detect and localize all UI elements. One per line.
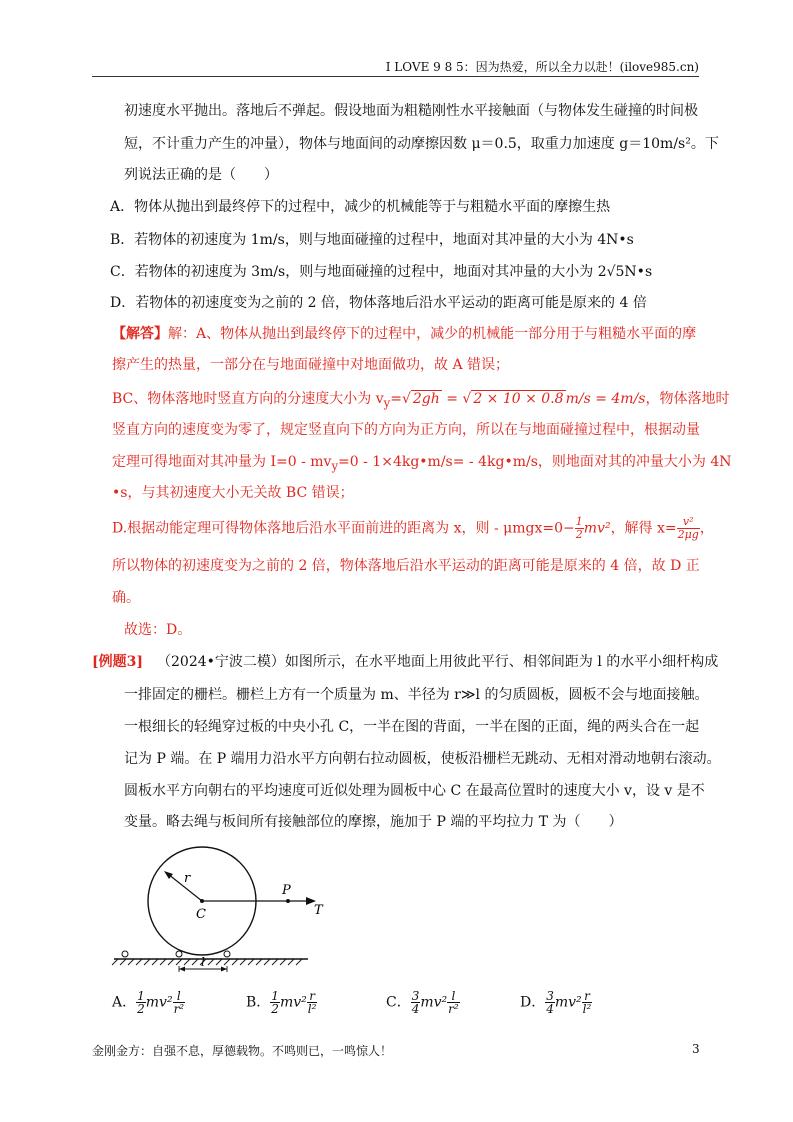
fraction-half: $\frac{1}{2}$ bbox=[575, 515, 583, 541]
option-a: A．物体从抛出到最终停下的过程中，减少的机械能等于与粗糙水平面的摩擦生热 bbox=[110, 199, 611, 215]
label-l: l bbox=[201, 955, 205, 969]
example-line-6: 变量。略去绳与板间所有接触部位的摩擦，施加于 P 端的平均拉力 T 为（ ） bbox=[124, 814, 623, 830]
option-d: D．若物体的初速度变为之前的 2 倍，物体落地后沿水平运动的距离可能是原来的 4 倍 bbox=[110, 295, 647, 311]
question-stem-line-2: 短，不计重力产生的冲量），物体与地面间的动摩擦因数 μ＝0.5，取重力加速度 g＝10m/s²。下 bbox=[124, 136, 719, 152]
question-stem-line-3: 列说法正确的是（ ） bbox=[124, 167, 278, 183]
rod-1 bbox=[122, 951, 128, 957]
ground-hatching bbox=[112, 959, 302, 965]
answer-text-3e: ，物体落地时 bbox=[645, 391, 730, 407]
answer-label: 【解答】 bbox=[112, 326, 168, 342]
point-P bbox=[286, 899, 290, 903]
l-arrow-right bbox=[221, 967, 227, 972]
example-option-a: A． $\frac{1}{2}$ mv² $\frac{l}{\text{r²}}$ bbox=[112, 989, 185, 1016]
option-c: C．若物体的初速度为 3m/s，则与地面碰撞的过程中，地面对其冲量的大小为 2√5N•s bbox=[110, 264, 653, 280]
example-line-5: 圆板水平方向朝右的平均速度可近似处理为圆板中心 C 在最高位置时的速度大小 v，设 v 是不 bbox=[124, 783, 705, 799]
example-line-2: 一排固定的栅栏。栅栏上方有一个质量为 m、半径为 r≫l 的匀质圆板，圆板不会与地面接触。 bbox=[124, 687, 709, 703]
answer-line-8: 所以物体的初速度变为之前的 2 倍，物体落地后沿水平运动的距离可能是原来的 4 倍，故 D 正 bbox=[112, 558, 700, 574]
label-P: P bbox=[282, 883, 291, 898]
option-b: B．若物体的初速度为 1m/s，则与地面碰撞的过程中，地面对其冲量的大小为 4N•s bbox=[110, 232, 634, 248]
answer-line-9: 确。 bbox=[112, 590, 140, 606]
answer-text-3b: = bbox=[390, 391, 402, 407]
sqrt-2gh: 2gh bbox=[412, 391, 440, 407]
answer-choice: 故选：D。 bbox=[124, 622, 192, 638]
answer-text-3a: BC、物体落地时竖直方向的分速度大小为 v bbox=[112, 391, 384, 407]
page-header: I LOVE 9 8 5：因为热爱，所以全力以赴！(ilove985.cn) bbox=[385, 60, 699, 74]
figure-svg bbox=[108, 838, 348, 978]
answer-line-4: 竖直方向的速度变为零了，规定竖直向下的方向为正方向，所以在与地面碰撞过程中，根据动量 bbox=[112, 422, 700, 438]
answer-line-5 bbox=[112, 451, 731, 477]
radius-arrowhead bbox=[164, 871, 173, 879]
answer-line-6: •s，与其初速度大小无关故 BC 错误； bbox=[112, 485, 354, 501]
answer-text-7c: ，解得 x= bbox=[610, 520, 677, 537]
sqrt-numeric: 2 × 10 × 0.8 bbox=[473, 391, 564, 407]
sub-y-2: y bbox=[331, 458, 339, 473]
example-option-c: C． $\frac{3}{4}$ mv² $\frac{l}{\text{r²}}$ bbox=[386, 989, 459, 1016]
page-number: 3 bbox=[692, 1042, 700, 1056]
example-text-1: （2024•宁波二模）如图所示，在水平地面上用彼此平行、相邻间距为 l 的水平小细杆构成 bbox=[157, 654, 719, 670]
answer-line-3: BC、物体落地时竖直方向的分速度大小为 $v_y=√$ 2gh = √ 2 × 10 × 0.8 m/s = 4m/s，物体落地时 bbox=[112, 391, 730, 410]
label-C: C bbox=[196, 907, 206, 922]
answer-text-5a: 定理可得地面对其冲量为 I=0 - mv bbox=[112, 454, 332, 470]
example-line-4: 记为 P 端。在 P 端用力沿水平方向朝右拉动圆板，使板沿栅栏无跳动、无相对滑动地朝右滚动。 bbox=[124, 751, 721, 767]
example-option-d: D． $\frac{3}{4}$ mv² $\frac{r}{\text{l²}}$ bbox=[520, 989, 592, 1016]
sub-y: y bbox=[383, 395, 391, 410]
answer-text-1: 解：A、物体从抛出到最终停下的过程中，减少的机械能一部分用于与粗糙水平面的摩 bbox=[168, 326, 697, 342]
answer-text-3c: = bbox=[441, 391, 463, 407]
label-T: T bbox=[314, 903, 323, 918]
fraction-distance: $\frac{\text{v²}}{2\mu g}$ bbox=[677, 515, 699, 541]
l-arrow-left bbox=[179, 967, 185, 972]
rod-2 bbox=[176, 951, 182, 957]
example-line-1 bbox=[92, 651, 718, 673]
rod-3 bbox=[224, 951, 230, 957]
answer-line-1 bbox=[112, 323, 696, 345]
example-option-b: B． $\frac{1}{2}$ mv² $\frac{r}{\text{l²}}$ bbox=[246, 989, 317, 1016]
answer-text-7b: mv² bbox=[583, 520, 611, 537]
question-stem-line-1: 初速度水平抛出。落地后不弹起。假设地面为粗糙刚性水平接触面（与物体发生碰撞的时间极 bbox=[124, 103, 698, 119]
disk-on-fence-figure bbox=[108, 838, 348, 982]
example-line-3: 一根细长的轻绳穿过板的中央小孔 C，一半在图的背面，一半在图的正面，绳的两头合在一起 bbox=[124, 719, 700, 735]
answer-line-2: 擦产生的热量，一部分在与地面碰撞中对地面做功，故 A 错误； bbox=[112, 357, 510, 373]
answer-line-7 bbox=[112, 516, 714, 541]
answer-text-7a: D.根据动能定理可得物体落地后沿水平面前进的距离为 x，则 - μmgx=0− bbox=[112, 520, 575, 537]
header-rule bbox=[92, 76, 699, 77]
page-footer: 金刚金方：自强不息，厚德载物。不鸣则已，一鸣惊人！ bbox=[92, 1044, 393, 1058]
answer-text-7d: ， bbox=[699, 520, 714, 537]
example-label: [例题3] bbox=[92, 654, 143, 670]
label-r: r bbox=[184, 871, 191, 886]
answer-text-5b: =0 - 1×4kg•m/s= - 4kg•m/s，则地面对其的冲量大小为 4N bbox=[338, 454, 732, 470]
answer-text-3d: m/s = 4m/s bbox=[565, 391, 646, 407]
